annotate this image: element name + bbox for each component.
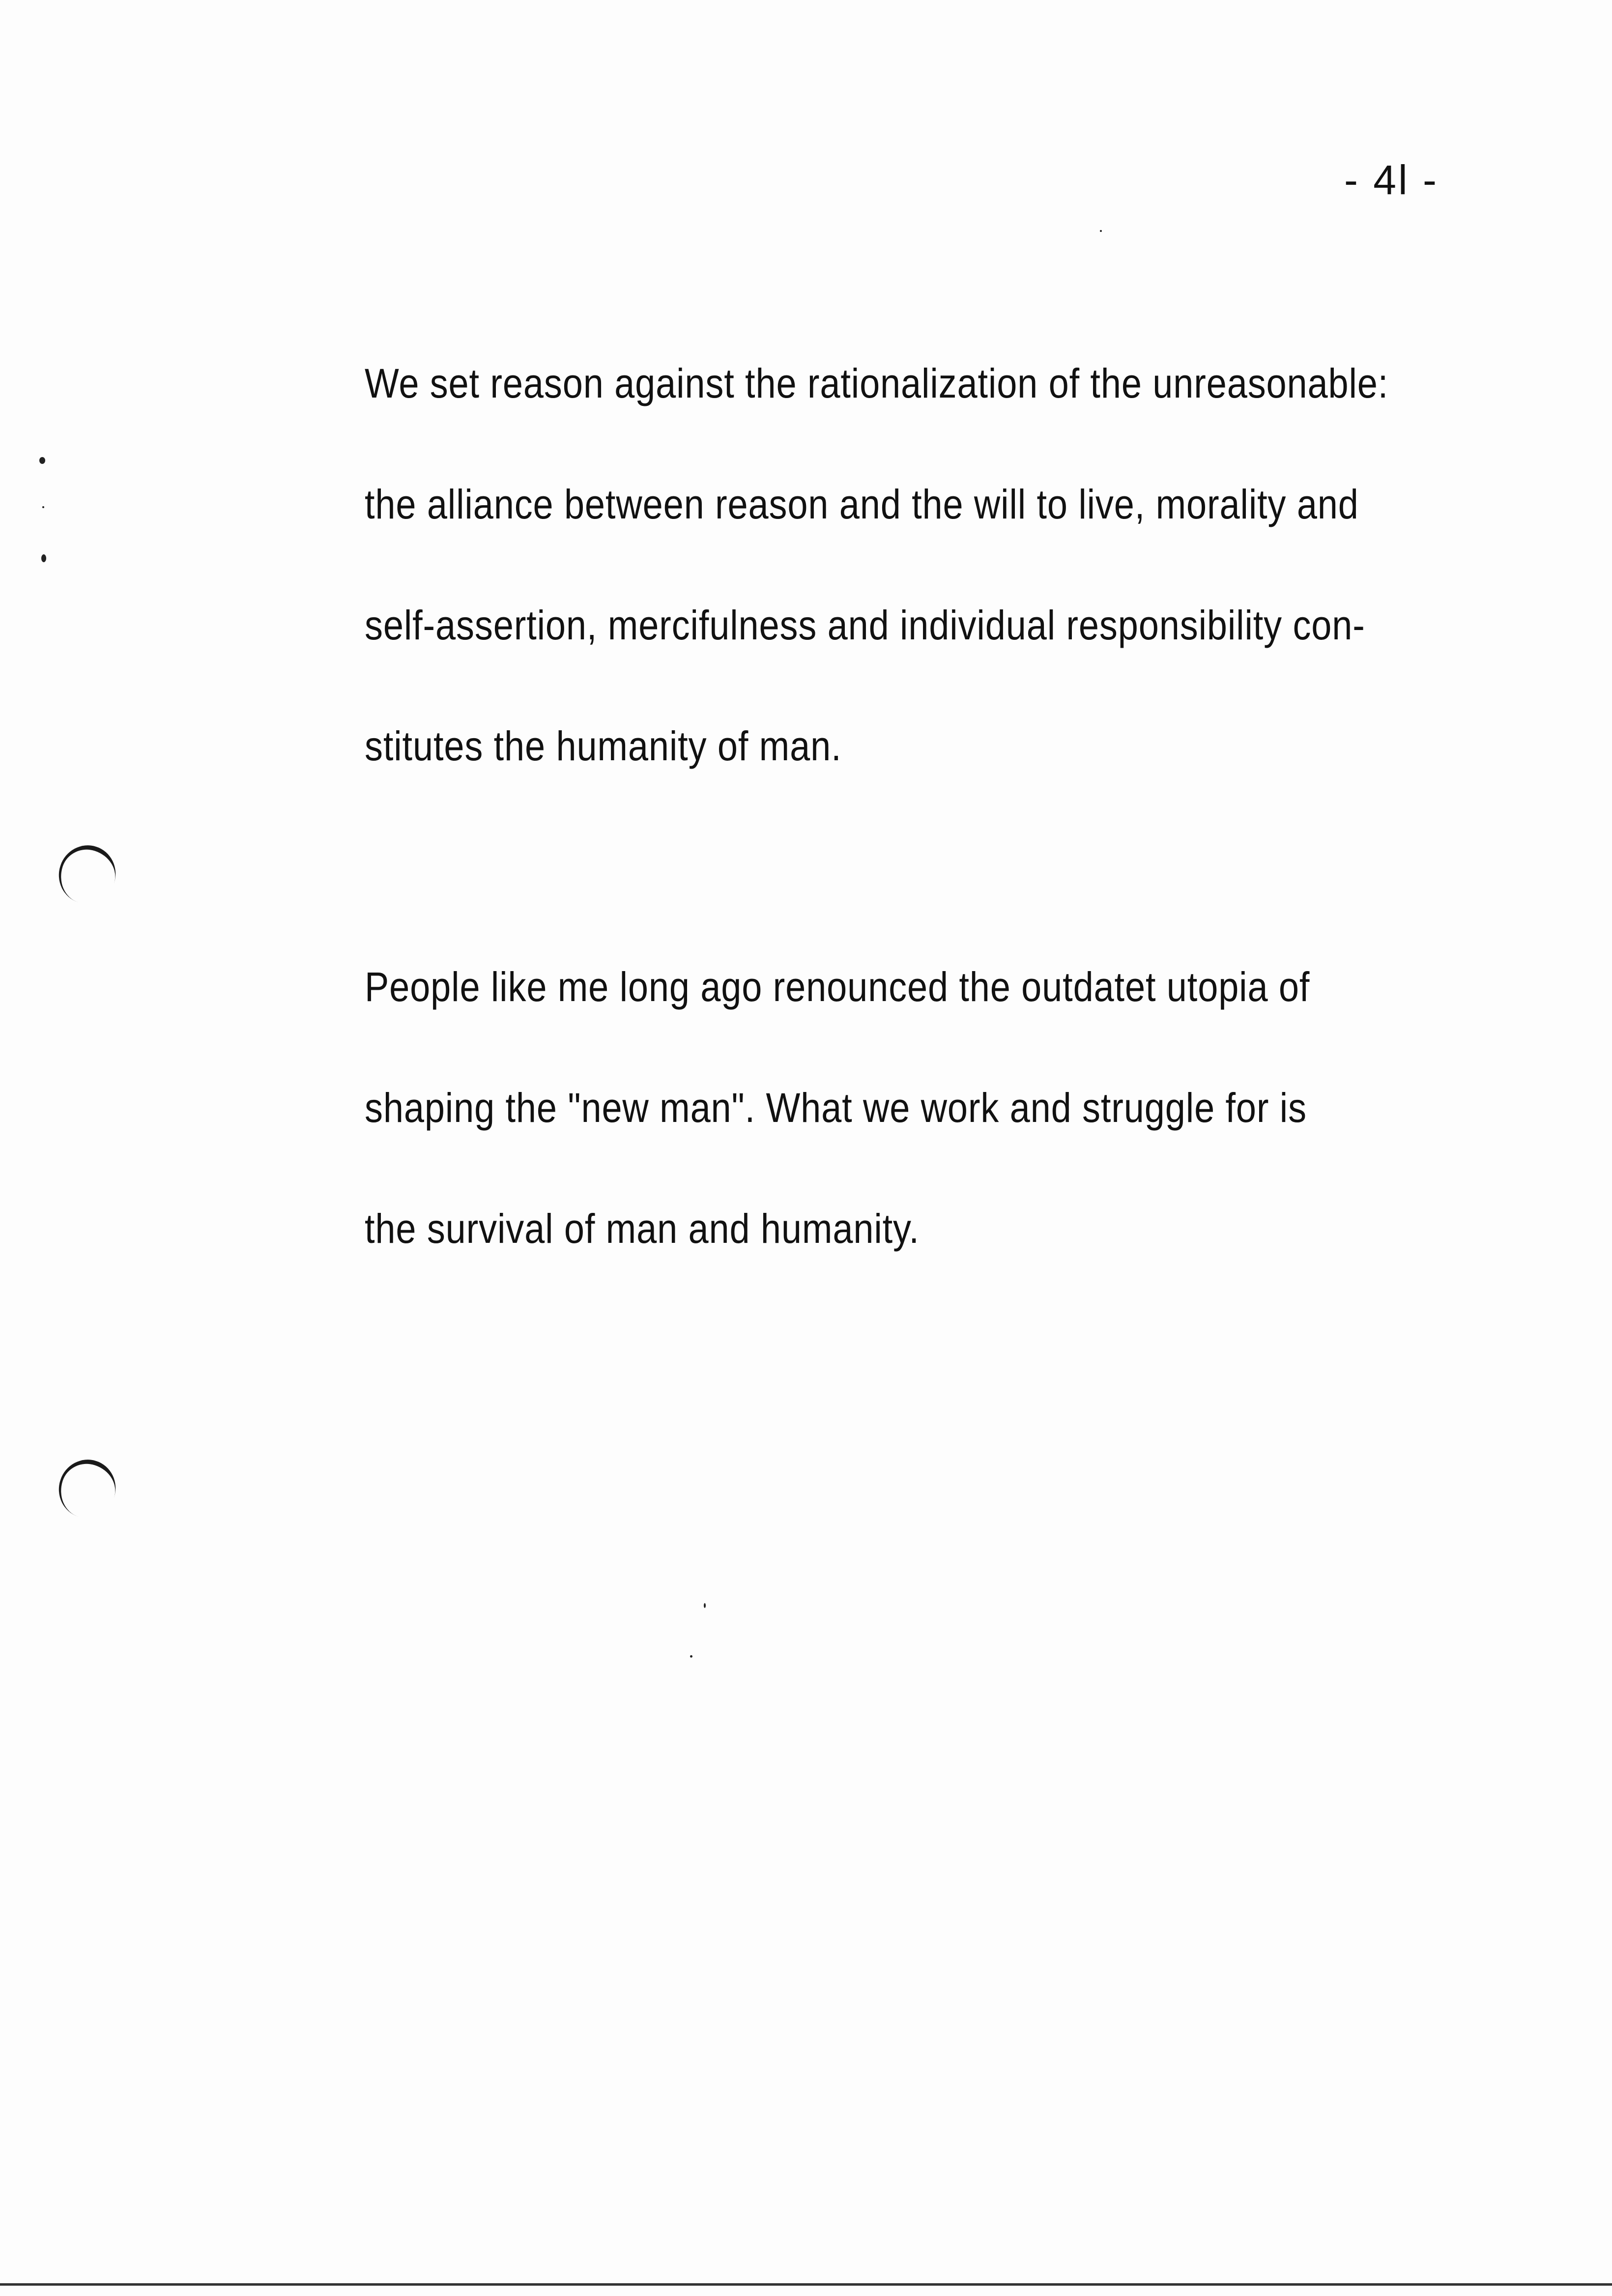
bottom-edge-line (0, 2283, 1612, 2286)
text-line: stitutes the humanity of man. (365, 723, 842, 769)
text-line: self-assertion, mercifulness and individual responsibility con- (365, 602, 1365, 648)
text-line: the alliance between reason and the will to live, morality and (365, 481, 1359, 527)
scan-speck (41, 554, 46, 562)
paragraph-survival (365, 966, 1505, 1329)
text-line: People like me long ago renounced the outdatet utopia of (365, 964, 1310, 1010)
scan-speck (690, 1655, 692, 1658)
punch-hole-arc-lower (51, 1452, 123, 1525)
scan-speck (1100, 230, 1102, 232)
scan-speck (704, 1603, 706, 1608)
punch-hole-arc-upper (51, 838, 123, 911)
page-number: - 4l - (1344, 157, 1439, 203)
text-line: the survival of man and humanity. (365, 1205, 920, 1252)
scan-speck (39, 457, 45, 464)
paragraph-reason (365, 360, 1505, 846)
text-line: shaping the "new man". What we work and struggle for is (365, 1085, 1307, 1131)
scan-speck (42, 506, 44, 508)
text-line: We set reason against the rationalization of the unreasonable: (365, 360, 1389, 406)
